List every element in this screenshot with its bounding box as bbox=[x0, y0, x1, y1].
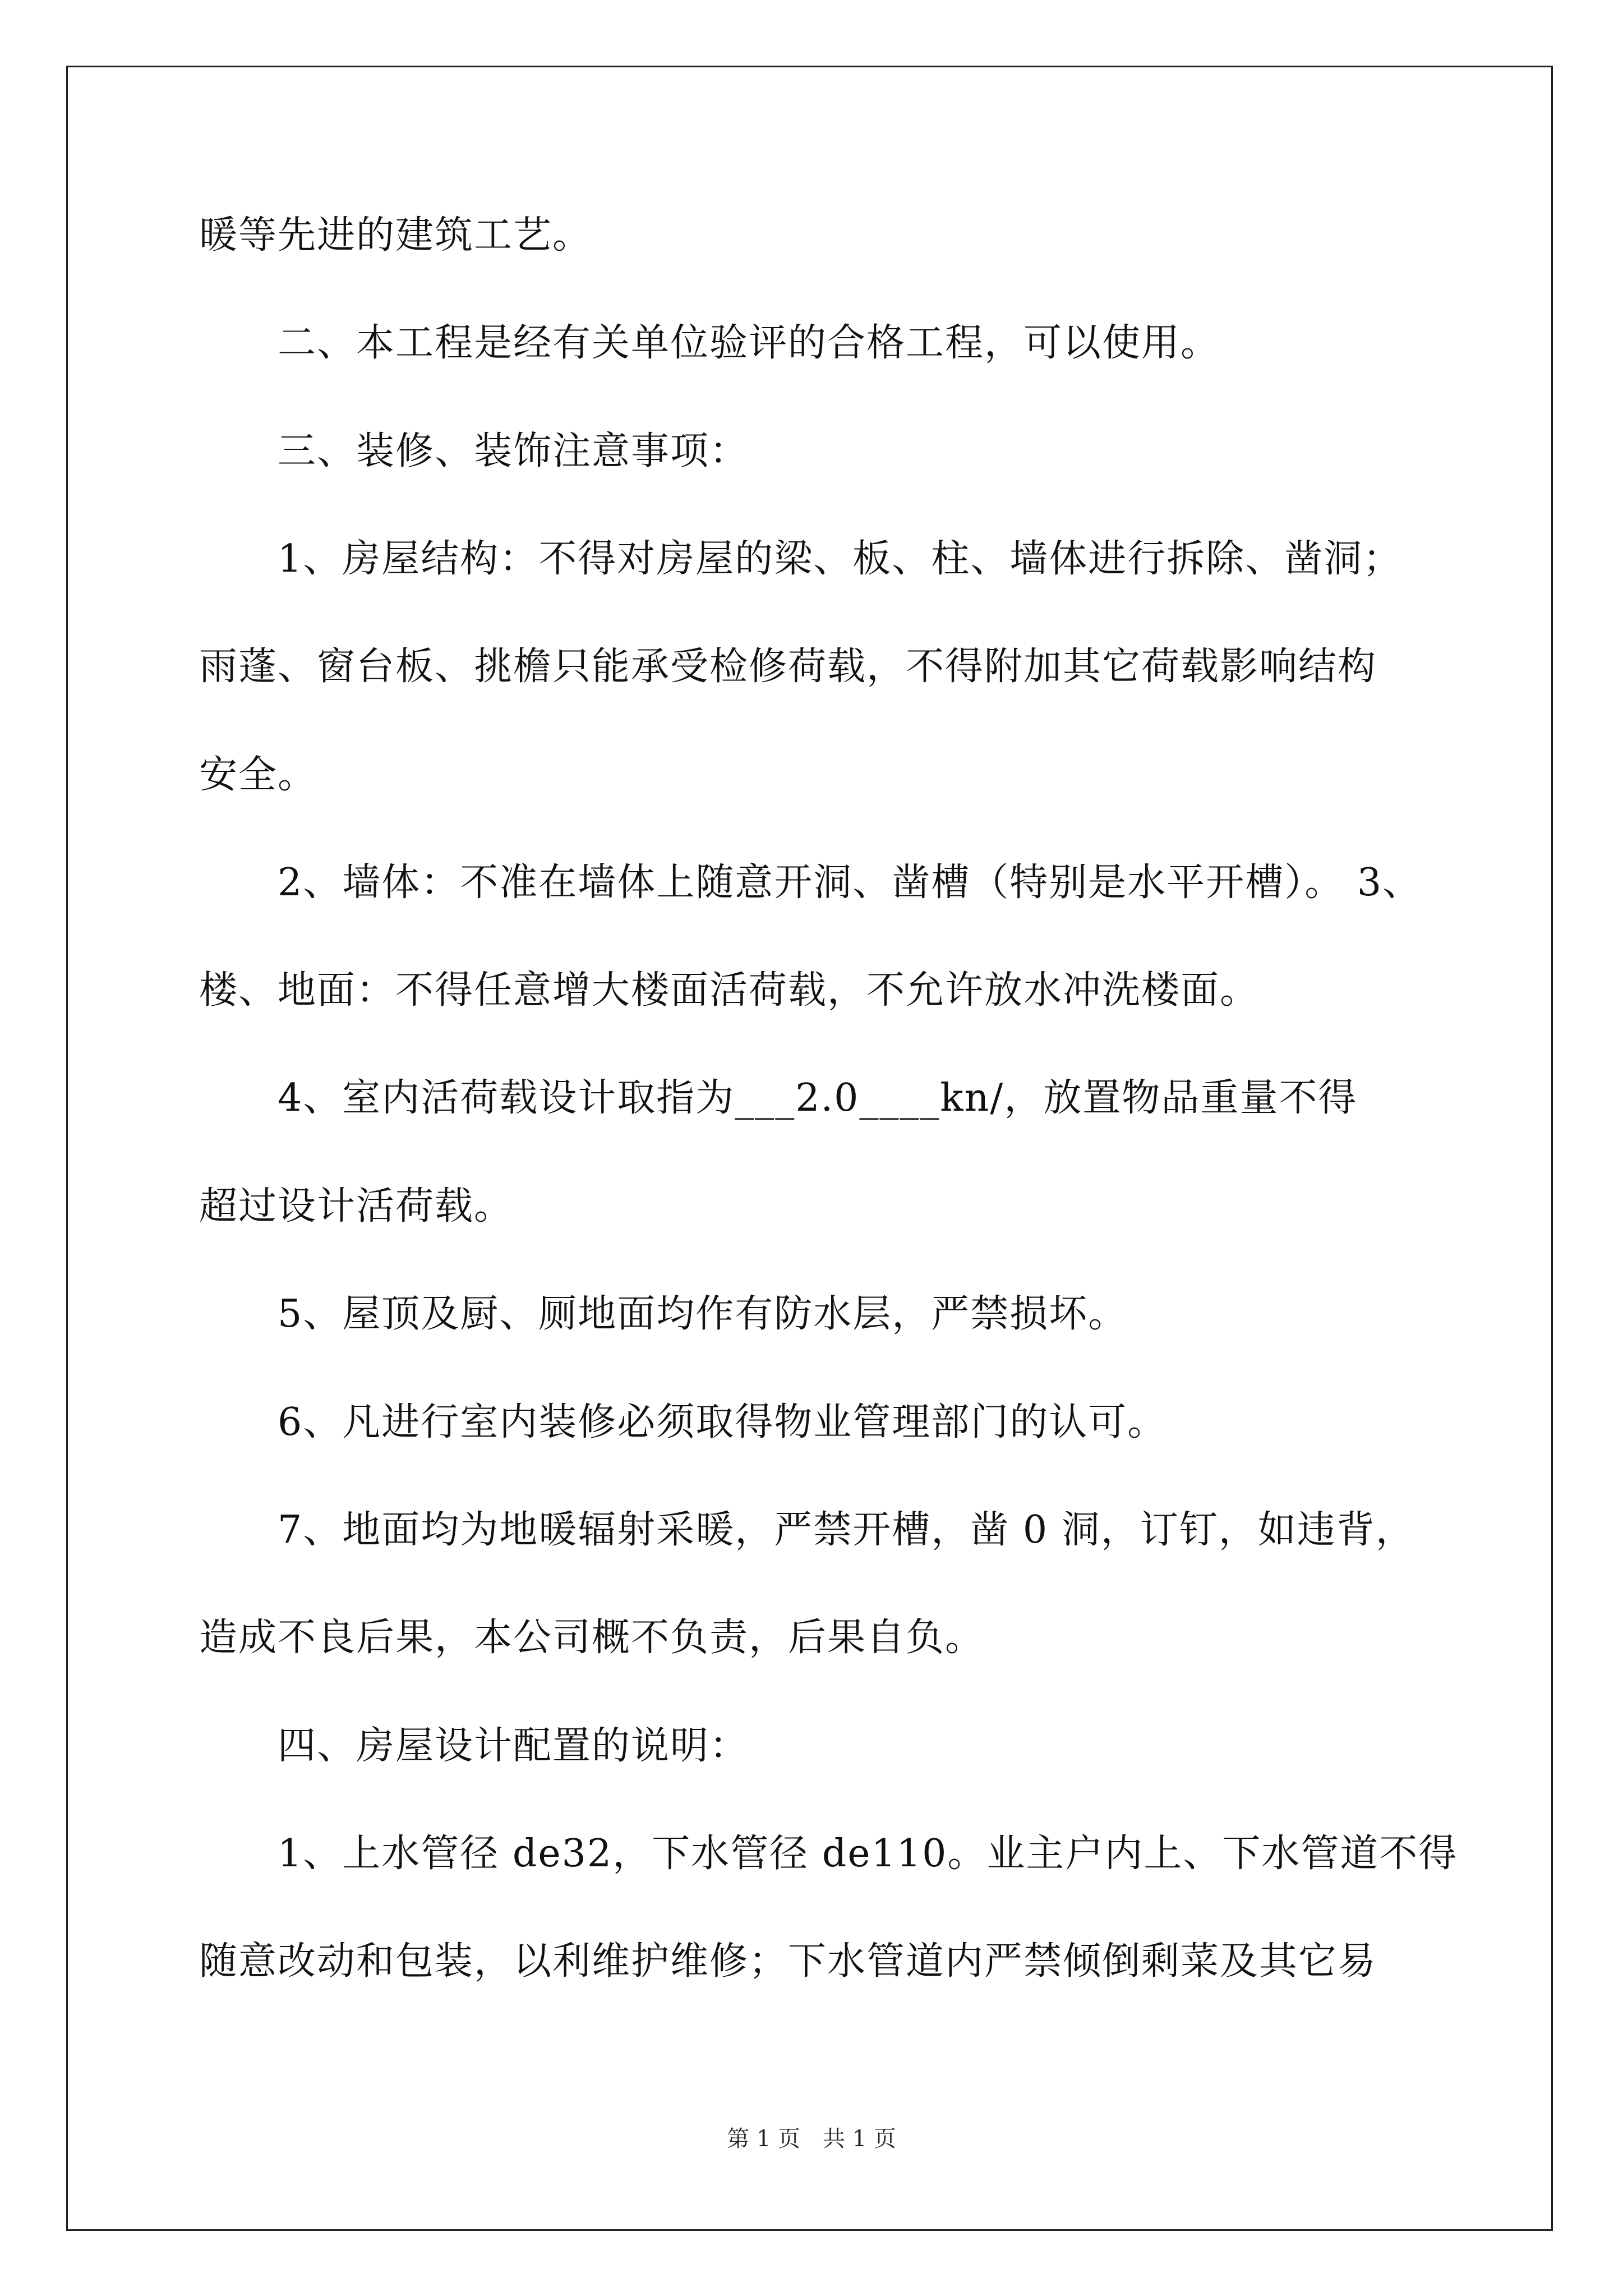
text-line: 1、上水管径 de32，下水管径 de110。业主户内上、下水管道不得 bbox=[199, 1832, 1458, 1876]
text-line: 4、室内活荷载设计取指为___2.0____kn/，放置物品重量不得 bbox=[199, 1076, 1358, 1120]
text-line: 暖等先进的建筑工艺。 bbox=[199, 213, 592, 257]
text-line: 造成不良后果，本公司概不负责，后果自负。 bbox=[199, 1616, 985, 1660]
page-footer: 第 1 页 共 1 页 bbox=[727, 2126, 896, 2152]
text-line: 1、房屋结构：不得对房屋的梁、板、柱、墙体进行拆除、凿洞； bbox=[199, 537, 1403, 581]
page-border bbox=[66, 66, 1553, 2231]
text-line: 三、装修、装饰注意事项： bbox=[199, 429, 749, 473]
text-line: 随意改动和包装，以利维护维修；下水管道内严禁倾倒剩菜及其它易 bbox=[199, 1939, 1377, 1984]
text-line: 超过设计活荷载。 bbox=[199, 1184, 514, 1228]
text-line: 2、墙体：不准在墙体上随意开洞、凿槽（特别是水平开槽）。 3、 bbox=[199, 861, 1422, 905]
text-line: 7、地面均为地暖辐射采暖，严禁开槽，凿 0 洞，订钉，如违背， bbox=[199, 1508, 1415, 1552]
text-line: 6、凡进行室内装修必须取得物业管理部门的认可。 bbox=[199, 1400, 1167, 1444]
text-line: 楼、地面：不得任意增大楼面活荷载，不允许放水冲洗楼面。 bbox=[199, 968, 1260, 1013]
text-line: 二、本工程是经有关单位验评的合格工程，可以使用。 bbox=[199, 321, 1220, 365]
text-line: 雨蓬、窗台板、挑檐只能承受检修荷载，不得附加其它荷载影响结构 bbox=[199, 645, 1377, 689]
text-line: 安全。 bbox=[199, 753, 317, 797]
text-line: 5、屋顶及厨、厕地面均作有防水层，严禁损坏。 bbox=[199, 1292, 1128, 1336]
text-line: 四、房屋设计配置的说明： bbox=[199, 1724, 749, 1768]
